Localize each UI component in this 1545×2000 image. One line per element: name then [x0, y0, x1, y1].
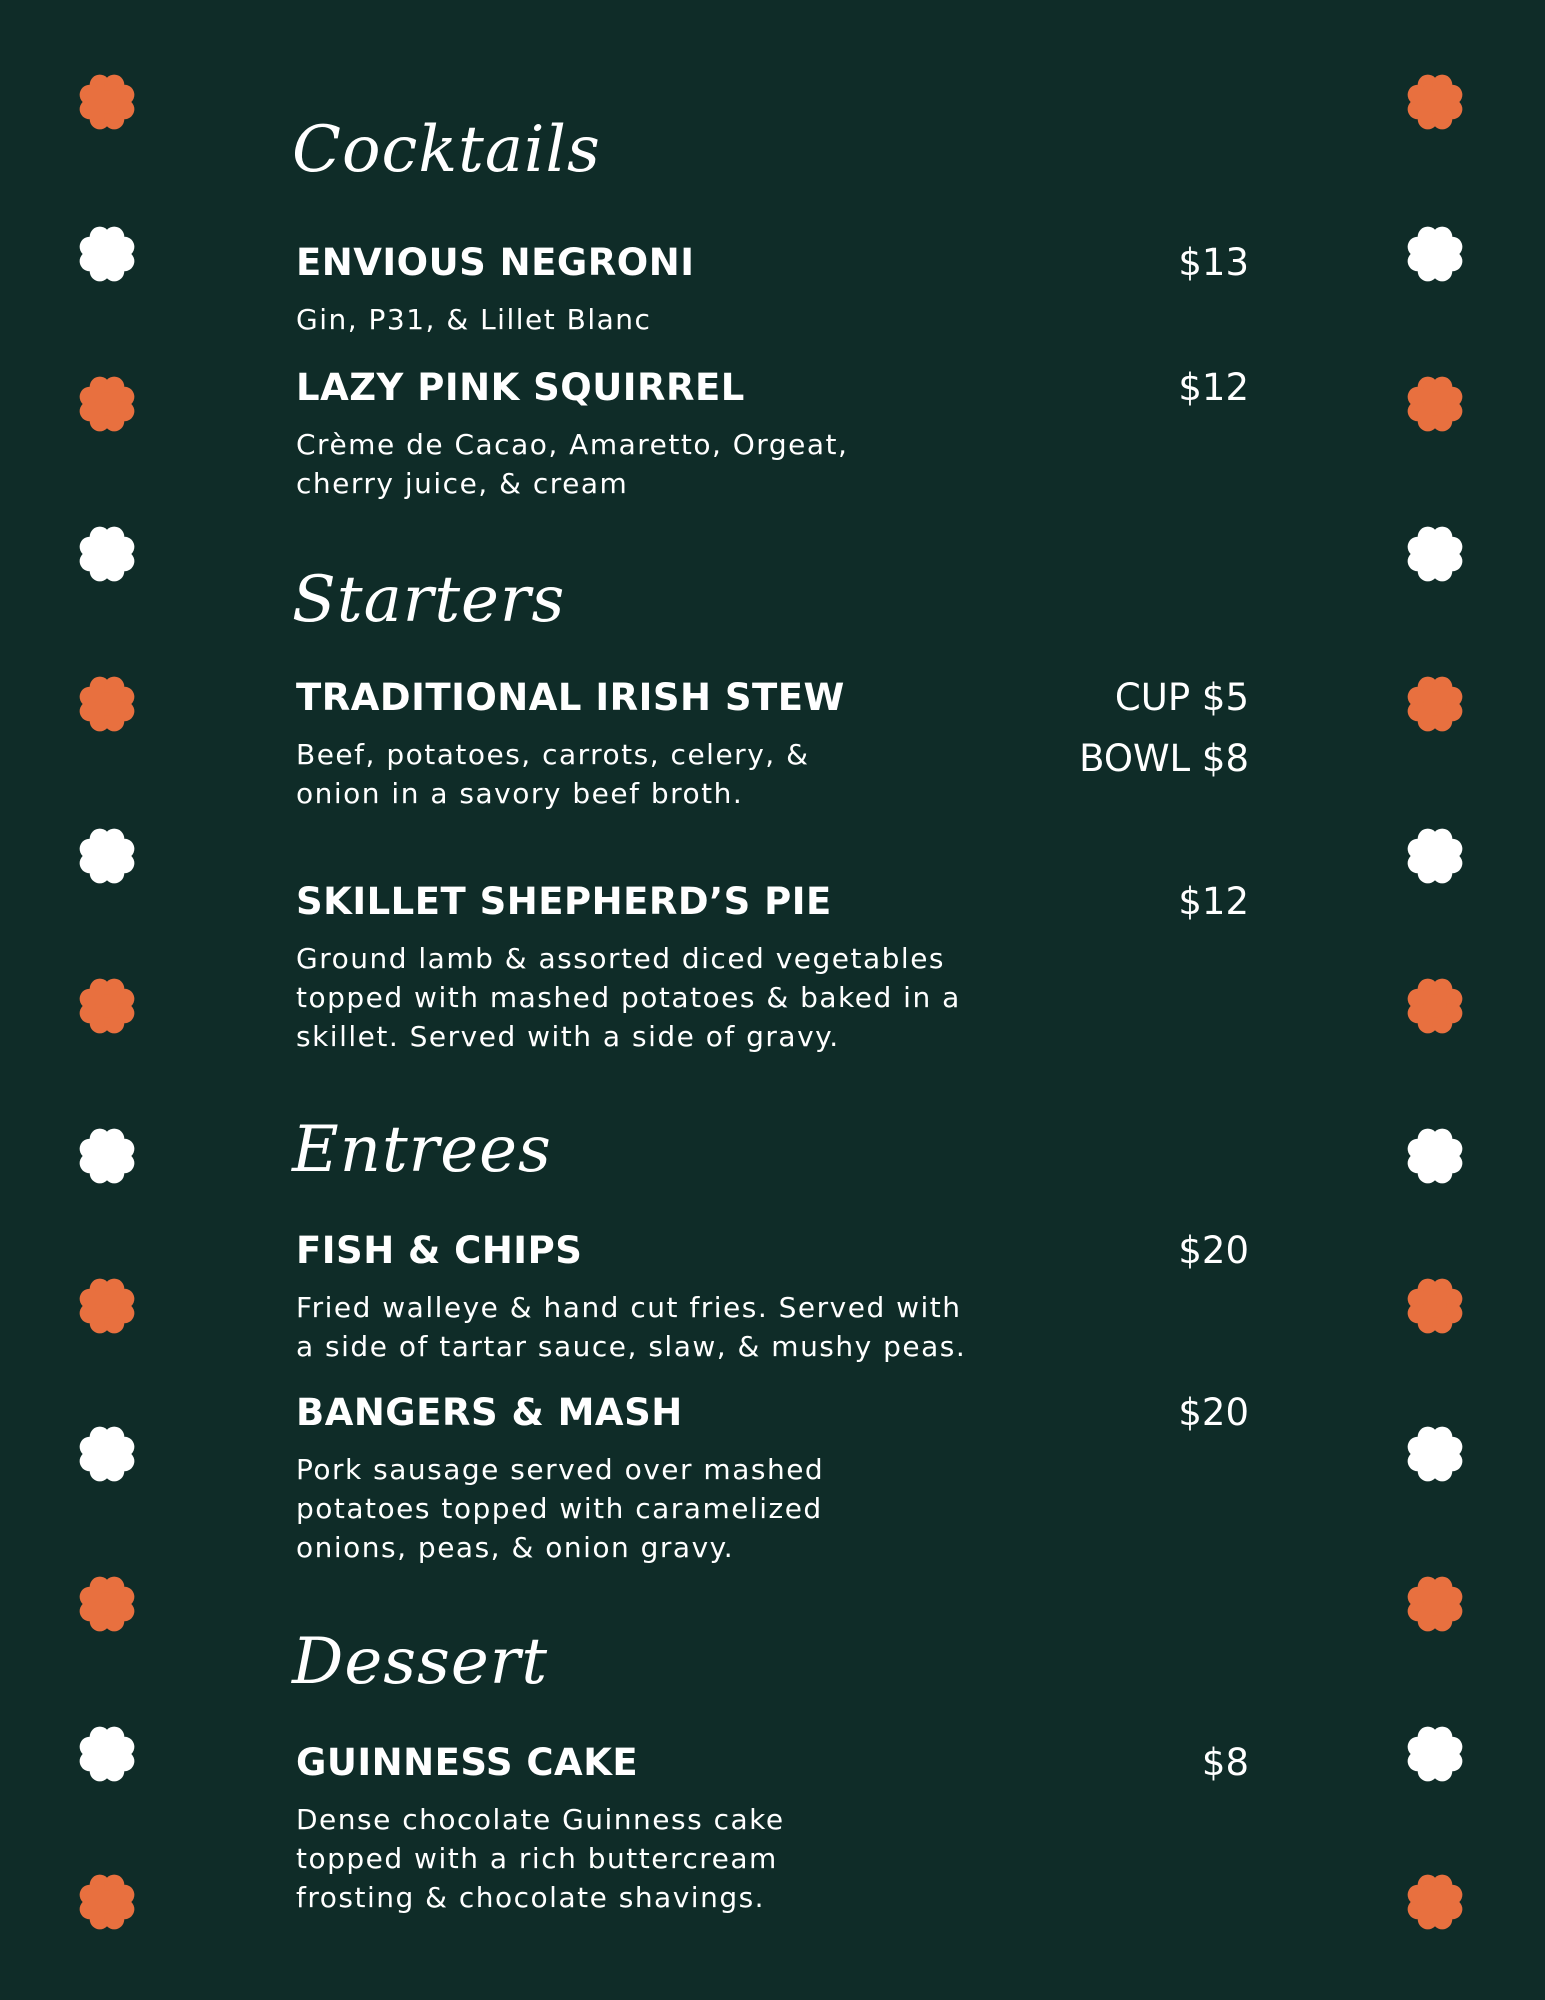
right-clover-column	[1399, 0, 1479, 2000]
item-name-irish-stew: TRADITIONAL IRISH STEW	[296, 676, 845, 719]
desc-line: Pork sausage served over mashed	[296, 1453, 825, 1486]
item-name-shepherds-pie: SKILLET SHEPHERD’S PIE	[296, 880, 832, 923]
item-desc-fish-chips	[296, 1288, 966, 1366]
item-desc-guinness-cake	[296, 1800, 785, 1917]
section-title-cocktails: Cocktails	[292, 113, 601, 187]
desc-line: Dense chocolate Guinness cake	[296, 1803, 785, 1836]
shamrock-icon	[1399, 1866, 1471, 1938]
shamrock-icon	[1399, 1718, 1471, 1790]
desc-line: Crème de Cacao, Amaretto, Orgeat,	[296, 428, 849, 461]
section-title-entrees: Entrees	[292, 1113, 552, 1187]
desc-line: cherry juice, & cream	[296, 467, 629, 500]
shamrock-icon	[71, 970, 143, 1042]
shamrock-icon	[1399, 66, 1471, 138]
left-clover-column	[71, 0, 151, 2000]
item-price-irish-stew-bowl: BOWL $8	[1079, 737, 1249, 780]
shamrock-icon	[71, 1120, 143, 1192]
shamrock-icon	[1399, 1120, 1471, 1192]
desc-line: onions, peas, & onion gravy.	[296, 1531, 735, 1564]
shamrock-icon	[1399, 970, 1471, 1042]
item-price-envious-negroni: $13	[1178, 241, 1249, 284]
desc-line: Beef, potatoes, carrots, celery, &	[296, 738, 810, 771]
item-price-fish-chips: $20	[1178, 1229, 1249, 1272]
shamrock-icon	[71, 368, 143, 440]
shamrock-icon	[1399, 1568, 1471, 1640]
shamrock-icon	[71, 1866, 143, 1938]
section-title-starters: Starters	[292, 563, 566, 637]
desc-line: onion in a savory beef broth.	[296, 777, 744, 810]
shamrock-icon	[71, 1270, 143, 1342]
item-name-envious-negroni: ENVIOUS NEGRONI	[296, 241, 695, 284]
shamrock-icon	[71, 1718, 143, 1790]
desc-line: Gin, P31, & Lillet Blanc	[296, 303, 652, 336]
item-price-lazy-pink-squirrel: $12	[1178, 366, 1249, 409]
item-price-guinness-cake: $8	[1201, 1741, 1249, 1784]
desc-line: frosting & chocolate shavings.	[296, 1881, 766, 1914]
desc-line: skillet. Served with a side of gravy.	[296, 1020, 840, 1053]
item-name-lazy-pink-squirrel: LAZY PINK SQUIRREL	[296, 366, 745, 409]
shamrock-icon	[71, 1568, 143, 1640]
shamrock-icon	[71, 518, 143, 590]
desc-line: a side of tartar sauce, slaw, & mushy peas.	[296, 1330, 967, 1363]
item-price-bangers-mash: $20	[1178, 1391, 1249, 1434]
item-price-irish-stew-cup: CUP $5	[1114, 676, 1249, 719]
item-name-bangers-mash: BANGERS & MASH	[296, 1391, 683, 1434]
item-desc-shepherds-pie	[296, 939, 961, 1056]
item-desc-irish-stew	[296, 735, 809, 813]
item-name-fish-chips: FISH & CHIPS	[296, 1229, 583, 1272]
item-price-shepherds-pie: $12	[1178, 880, 1249, 923]
shamrock-icon	[1399, 368, 1471, 440]
shamrock-icon	[71, 820, 143, 892]
item-desc-bangers-mash	[296, 1450, 824, 1567]
shamrock-icon	[1399, 518, 1471, 590]
shamrock-icon	[71, 66, 143, 138]
shamrock-icon	[71, 1418, 143, 1490]
desc-line: potatoes topped with caramelized	[296, 1492, 823, 1525]
item-desc-envious-negroni	[296, 300, 651, 339]
item-desc-lazy-pink-squirrel	[296, 425, 848, 503]
desc-line: topped with a rich buttercream	[296, 1842, 778, 1875]
desc-line: Fried walleye & hand cut fries. Served with	[296, 1291, 962, 1324]
shamrock-icon	[1399, 668, 1471, 740]
shamrock-icon	[1399, 1418, 1471, 1490]
item-name-guinness-cake: GUINNESS CAKE	[296, 1741, 639, 1784]
shamrock-icon	[71, 668, 143, 740]
shamrock-icon	[1399, 1270, 1471, 1342]
shamrock-icon	[1399, 218, 1471, 290]
shamrock-icon	[1399, 820, 1471, 892]
desc-line: topped with mashed potatoes & baked in a	[296, 981, 961, 1014]
shamrock-icon	[71, 218, 143, 290]
desc-line: Ground lamb & assorted diced vegetables	[296, 942, 946, 975]
section-title-dessert: Dessert	[292, 1625, 549, 1699]
